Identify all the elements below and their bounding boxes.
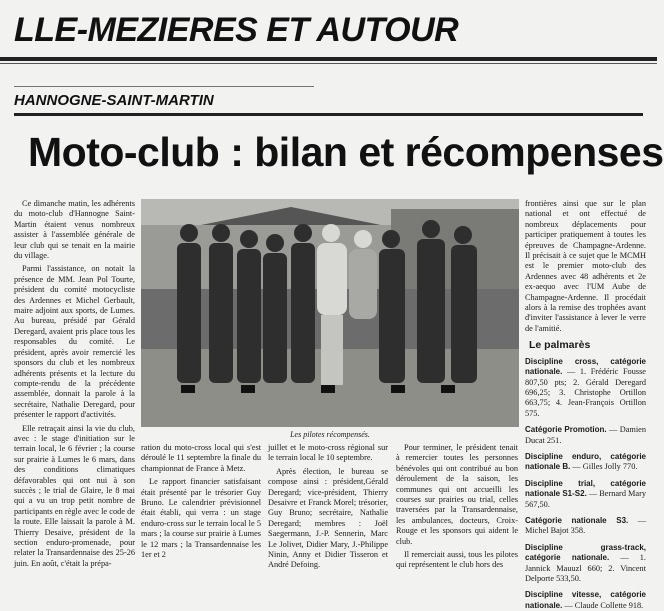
paragraph: Pour terminer, le président tenait à remercier toutes les personnes bénévoles qui ont contribué au bon déroulement de la saison, les communes qui ont accueilli les courses sur prairies ou trial, celles traversées par la Transardennaise, les ambulances, docteurs, Croix-Rouge et les sponsors qui aident le club. xyxy=(396,443,518,546)
palmares-category: Discipline enduro, catégorie nationale B. xyxy=(525,451,646,472)
paragraph: Parmi l'assistance, on notait la présence de MM. Jean Pol Tourte, président du comité motocycliste des Ardennes et Michel Gerbault, maire adjoint aux sports, de Lumes. Au bureau, présidé par Gérald Deregard, avaient pris place tous les responsables du comité. Le président, après avoir remercié les sponsors du club et les nombreux adhérents présents et la lecture du compte-rendu de la précédente assemblée, donnait la parole à la secrétaire, Nathalie Deregard, pour présenter le rapport d'activités. xyxy=(14,264,135,420)
article-column-3 xyxy=(268,443,388,573)
palmares-result: — Bernard Mary 567,50. xyxy=(525,489,647,509)
article-column-2 xyxy=(141,443,261,573)
palmares-category: Discipline trial, catégorie nationale S1-S2. xyxy=(525,478,646,499)
photo-illustration xyxy=(141,199,519,427)
palmares-result: — 1. Frédéric Fousse 807,50 pts; 2. Gérald Deregard 696,25; 3. Christophe Ortillon 663,75; 4. Jean-François Ortillon 575. xyxy=(525,367,646,418)
section-rule-top xyxy=(14,86,314,87)
palmares-title: Le palmarès xyxy=(529,339,591,352)
palmares-result: — 1. Jannick Mauuzl 660; 2. Vincent Delporte 533,50. xyxy=(525,553,646,583)
header-rule xyxy=(0,57,657,61)
paragraph: Ce dimanche matin, les adhérents du moto-club d'Hannogne Saint-Martin étaient venus nombreux assister à l'assemblée générale de leur club qui se tenait en la mairie du village. xyxy=(14,199,135,261)
article-photo xyxy=(141,199,519,427)
paragraph: Elle retraçait ainsi la vie du club, avec : le stage d'initiation sur le terrain local, le 6 février ; la course sur prairie à Lumes le 6 mars, dans des conditions climatiques défavorables qui ont nui à son succès ; le trial de Glaire, le 8 mai qui a vu un trop petit nombre de participants en règle avec le code de la route. Elle laissait la parole à M. Thierry Desaive, président de la section enduro-promenade, pour relater la Transardennaise des 25-26 juin. En août, c'était la prépa- xyxy=(14,423,135,568)
palmares-category: Catégorie Promotion. xyxy=(525,425,607,435)
photo-caption: Les pilotes récompensés. xyxy=(290,430,370,439)
palmares-list xyxy=(525,357,646,611)
list-item xyxy=(525,479,646,510)
article-column-4 xyxy=(396,443,518,573)
paragraph: Il remerciait aussi, tous les pilotes qui représentent le club hors des xyxy=(396,550,518,570)
palmares-category: Catégorie nationale S3. xyxy=(525,515,629,525)
palmares-result: — Gilles Jolly 770. xyxy=(570,462,638,472)
header-rule-thin xyxy=(0,63,657,64)
list-item xyxy=(525,590,646,611)
article-headline: Moto-club : bilan et récompenses xyxy=(28,129,664,175)
header-title: LLE-MEZIERES ET AUTOUR xyxy=(14,11,459,49)
list-item xyxy=(525,425,646,446)
paragraph: juillet et le moto-cross régional sur le terrain local le 10 septembre. xyxy=(268,443,388,463)
list-item xyxy=(525,452,646,473)
paragraph: Après élection, le bureau se compose ainsi : président,Gérald Deregard; vice-président, Thierry Desaivre et Franck Morel; trésorier, Guy Bruno; secrétaire, Nathalie Deregard; membres : Joël Saegermann, J.-P. Sennerin, Marc Le Jolivet, Didier Mary, J.-Philippe Ninin, Anny et Didier Tisseron et André Defoing. xyxy=(268,466,388,570)
section-rule xyxy=(14,113,643,116)
paragraph: Le rapport financier satisfaisant était présenté par le trésorier Guy Bruno. Le calendrier prévisionnel était établi, qui verra : un stage enduro-cross sur le terrain local le 5 mars ; la course sur prairie à Lumes le 12 mars ; la Transardennaise les 1er et 2 xyxy=(141,477,261,560)
paragraph: ration du moto-cross local qui s'est déroulé le 11 septembre la finale du championnat de France à Metz. xyxy=(141,443,261,473)
list-item xyxy=(525,543,646,585)
section-title: HANNOGNE-SAINT-MARTIN xyxy=(14,92,214,109)
palmares-result: — Michel Bajot 358. xyxy=(525,515,647,536)
palmares-result: — Damien Ducat 251. xyxy=(525,425,646,445)
palmares-category: Discipline cross, catégorie nationale. xyxy=(525,356,646,377)
palmares-category: Discipline grass-track, catégorie nationale. xyxy=(525,542,646,563)
article-column-5 xyxy=(525,199,647,610)
article-column-1 xyxy=(14,199,135,571)
paragraph: frontières ainsi que sur le plan national et ont effectué de nombreux déplacements pour participer pratiquement à toutes les épreuves de Champagne-Ardenne. Il précisait à ce sujet que le MCMH est le premier moto-club des Ardennes avec 48 adhérents et 2e ex-aequo avec l'UM Aube de Champagne-Ardenne. Il procédait alors à la remise des trophées avant d'inviter l'assistance à lever le verre de l'amitié. xyxy=(525,199,646,333)
list-item xyxy=(525,357,646,419)
palmares-result: — Claude Collette 918. xyxy=(562,600,644,610)
page-header xyxy=(0,0,657,66)
palmares-category: Discipline vitesse, catégorie nationale. xyxy=(525,590,646,610)
list-item xyxy=(525,516,646,537)
